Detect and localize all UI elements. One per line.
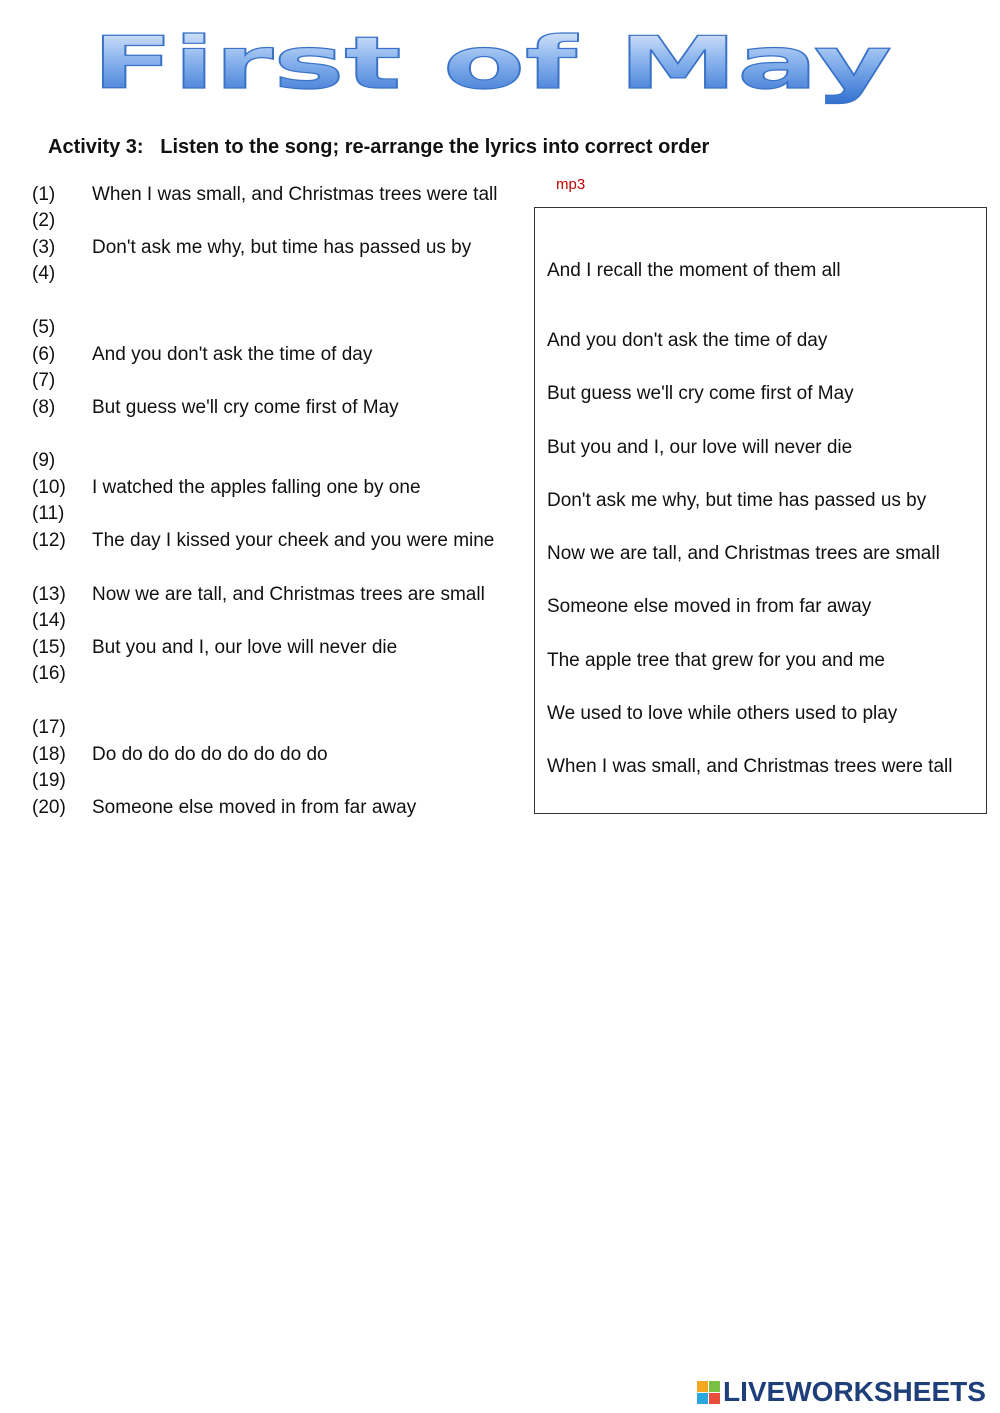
lyric-line-11[interactable]: [32, 501, 532, 527]
line-number: (5): [32, 317, 56, 338]
lyric-line-17[interactable]: [32, 715, 532, 741]
liveworksheets-footer: [697, 1375, 997, 1411]
lyric-line-2[interactable]: [32, 208, 532, 234]
lyric-line-16[interactable]: [32, 661, 532, 687]
line-text: I watched the apples falling one by one: [92, 477, 421, 498]
lyric-line-14[interactable]: [32, 608, 532, 634]
line-number: (10): [32, 477, 66, 498]
lyric-option[interactable]: The apple tree that grew for you and me: [547, 650, 885, 671]
line-number: (14): [32, 610, 66, 631]
line-text: Do do do do do do do do do: [92, 744, 328, 765]
lyric-option[interactable]: Someone else moved in from far away: [547, 596, 872, 617]
line-number: (16): [32, 663, 66, 684]
lyric-line-19[interactable]: [32, 768, 532, 794]
mp3-audio-link[interactable]: mp3: [556, 176, 586, 193]
lyric-line-5[interactable]: [32, 315, 532, 341]
lyrics-options-box: [534, 207, 987, 814]
liveworksheets-brand: LIVEWORKSHEETS: [723, 1376, 986, 1407]
line-text: But guess we'll cry come first of May: [92, 397, 399, 418]
line-number: (13): [32, 584, 66, 605]
lyric-line-12[interactable]: [32, 528, 532, 554]
line-number: (8): [32, 397, 56, 418]
lyric-line-7[interactable]: [32, 368, 532, 394]
line-number: (4): [32, 263, 56, 284]
line-number: (12): [32, 530, 66, 551]
line-number: (11): [32, 503, 65, 524]
lyric-option[interactable]: But you and I, our love will never die: [547, 437, 853, 458]
line-number: (6): [32, 344, 56, 365]
line-number: (2): [32, 210, 56, 231]
worksheet-title: [85, 30, 900, 105]
line-text: The day I kissed your cheek and you were mine: [92, 530, 495, 551]
lyric-line-20[interactable]: [32, 795, 532, 821]
lyric-line-13[interactable]: [32, 582, 532, 608]
liveworksheets-logo-icon: [697, 1381, 721, 1405]
lyric-line-6[interactable]: [32, 342, 532, 368]
line-number: (7): [32, 370, 56, 391]
activity-heading: Activity 3: Listen to the song; re-arrange the lyrics into correct order: [48, 136, 710, 158]
line-number: (20): [32, 797, 66, 818]
line-text: Now we are tall, and Christmas trees are small: [92, 584, 485, 605]
line-number: (1): [32, 184, 56, 205]
lyric-option[interactable]: When I was small, and Christmas trees were tall: [547, 756, 953, 777]
lyric-option[interactable]: But guess we'll cry come first of May: [547, 383, 854, 404]
lyric-line-4[interactable]: [32, 261, 532, 287]
lyric-option[interactable]: And you don't ask the time of day: [547, 330, 828, 351]
lyric-line-9[interactable]: [32, 448, 532, 474]
lyric-option[interactable]: Don't ask me why, but time has passed us by: [547, 490, 927, 511]
lyric-option[interactable]: We used to love while others used to play: [547, 703, 898, 724]
line-text: But you and I, our love will never die: [92, 637, 398, 658]
line-number: (9): [32, 450, 56, 471]
line-text: Someone else moved in from far away: [92, 797, 417, 818]
line-number: (3): [32, 237, 56, 258]
lyric-line-10[interactable]: [32, 475, 532, 501]
lyric-option[interactable]: And I recall the moment of them all: [547, 260, 841, 281]
lyric-option[interactable]: Now we are tall, and Christmas trees are small: [547, 543, 940, 564]
line-number: (17): [32, 717, 66, 738]
lyric-line-3[interactable]: [32, 235, 532, 261]
lyric-line-8[interactable]: [32, 395, 532, 421]
title-text: First of May: [92, 30, 892, 105]
line-number: (15): [32, 637, 66, 658]
line-text: When I was small, and Christmas trees were tall: [92, 184, 498, 205]
line-text: Don't ask me why, but time has passed us by: [92, 237, 472, 258]
lyric-line-1[interactable]: [32, 182, 532, 208]
lyric-line-18[interactable]: [32, 742, 532, 768]
lyric-line-15[interactable]: [32, 635, 532, 661]
line-number: (19): [32, 770, 66, 791]
line-text: And you don't ask the time of day: [92, 344, 373, 365]
line-number: (18): [32, 744, 66, 765]
